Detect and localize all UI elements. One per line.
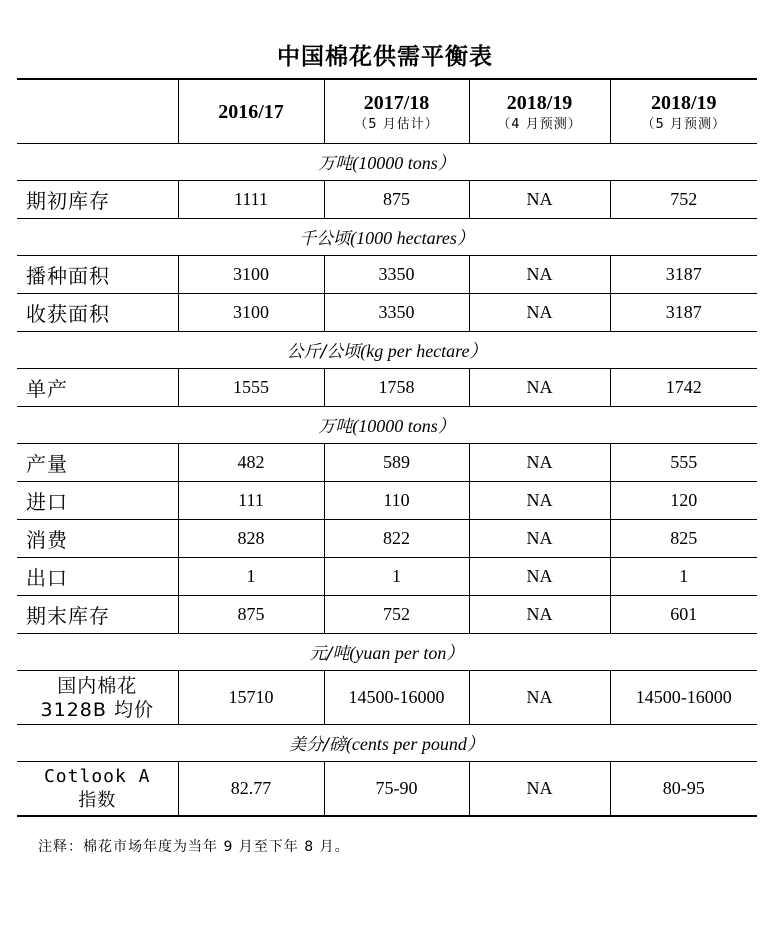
table-cell: NA (469, 369, 610, 407)
header-year: 2018/19 (506, 91, 573, 114)
table-cell: 875 (324, 181, 469, 219)
unit-row (17, 144, 757, 181)
header-subtitle: （5 月预测） (641, 116, 726, 132)
table-row-harvested-area (17, 294, 757, 332)
row-label-line: Cotlook A (43, 765, 151, 787)
table-cell: 1742 (610, 369, 757, 407)
table-cell: 752 (324, 596, 469, 634)
table-cell: 14500-16000 (324, 671, 469, 725)
table-cell: NA (469, 520, 610, 558)
row-label: 产量 (17, 444, 178, 482)
table-cell: 3100 (178, 256, 324, 294)
table-cell: NA (469, 181, 610, 219)
row-label-line: 3128B 均价 (40, 698, 154, 721)
table-row-beginning-stocks (17, 181, 757, 219)
header-year: 2018/19 (650, 91, 717, 114)
unit-row (17, 407, 757, 444)
table-cell: 3100 (178, 294, 324, 332)
table-cell: 3187 (610, 294, 757, 332)
header-col-2018-19-april (469, 79, 610, 144)
footnote: 注释：棉花市场年度为当年 9 月至下年 8 月。 (38, 839, 350, 855)
table-cell: NA (469, 596, 610, 634)
row-label-line: 指数 (78, 789, 117, 811)
row-label: 播种面积 (17, 256, 178, 294)
row-label-line: 国内棉花 (57, 674, 138, 697)
table-cell: 825 (610, 520, 757, 558)
table-cell: 1758 (324, 369, 469, 407)
table-cell: 1111 (178, 181, 324, 219)
table-cell: 555 (610, 444, 757, 482)
row-label: 期初库存 (17, 181, 178, 219)
header-row (17, 79, 757, 144)
table-row-yield (17, 369, 757, 407)
table-row-production (17, 444, 757, 482)
table-cell: 822 (324, 520, 469, 558)
table-cell: 1 (324, 558, 469, 596)
unit-row (17, 332, 757, 369)
header-col-2017-18 (324, 79, 469, 144)
table-cell: 14500-16000 (610, 671, 757, 725)
table-row-planted-area (17, 256, 757, 294)
header-col-2018-19-may (610, 79, 757, 144)
table-cell: 80-95 (610, 762, 757, 817)
table-cell: NA (469, 558, 610, 596)
table-cell: NA (469, 256, 610, 294)
table-cell: 75-90 (324, 762, 469, 817)
unit-row (17, 634, 757, 671)
header-subtitle: （5 月估计） (354, 116, 439, 132)
table-cell: 601 (610, 596, 757, 634)
header-col-2016-17 (178, 79, 324, 144)
unit-row (17, 219, 757, 256)
unit-label: 美分/磅(cents per pound） (17, 725, 757, 762)
table-cell: 120 (610, 482, 757, 520)
table-cell: 82.77 (178, 762, 324, 817)
table-cell: NA (469, 294, 610, 332)
supply-demand-table (17, 78, 757, 817)
header-subtitle: （4 月预测） (497, 116, 582, 132)
row-label (17, 762, 178, 817)
table-title: 中国棉花供需平衡表 (277, 44, 493, 70)
row-label: 单产 (17, 369, 178, 407)
table-cell: 111 (178, 482, 324, 520)
unit-label: 元/吨(yuan per ton） (17, 634, 757, 671)
table-cell: NA (469, 762, 610, 817)
table-cell: 3350 (324, 256, 469, 294)
unit-label: 万吨(10000 tons） (17, 407, 757, 444)
table-row-cotlook-a (17, 762, 757, 817)
table-cell: 589 (324, 444, 469, 482)
table-cell: NA (469, 444, 610, 482)
unit-label: 万吨(10000 tons） (17, 144, 757, 181)
table-cell: NA (469, 482, 610, 520)
table-cell: 752 (610, 181, 757, 219)
row-label (17, 671, 178, 725)
table-cell: 1 (610, 558, 757, 596)
row-label: 收获面积 (17, 294, 178, 332)
table-cell: 1 (178, 558, 324, 596)
row-label: 出口 (17, 558, 178, 596)
table-cell: 3350 (324, 294, 469, 332)
table-cell: 110 (324, 482, 469, 520)
header-year: 2017/18 (363, 91, 430, 114)
table-cell: NA (469, 671, 610, 725)
table-cell: 15710 (178, 671, 324, 725)
header-year: 2016/17 (218, 100, 284, 123)
table-cell: 482 (178, 444, 324, 482)
table-cell: 1555 (178, 369, 324, 407)
table-row-ending-stocks (17, 596, 757, 634)
unit-row (17, 725, 757, 762)
table-cell: 3187 (610, 256, 757, 294)
table-row-consumption (17, 520, 757, 558)
row-label: 消费 (17, 520, 178, 558)
unit-label: 千公顷(1000 hectares） (17, 219, 757, 256)
unit-label: 公斤/公顷(kg per hectare） (17, 332, 757, 369)
header-corner-cell (17, 79, 178, 144)
row-label: 期末库存 (17, 596, 178, 634)
table-row-exports (17, 558, 757, 596)
table-cell: 828 (178, 520, 324, 558)
row-label: 进口 (17, 482, 178, 520)
table-row-domestic-price (17, 671, 757, 725)
table-cell: 875 (178, 596, 324, 634)
table-row-imports (17, 482, 757, 520)
